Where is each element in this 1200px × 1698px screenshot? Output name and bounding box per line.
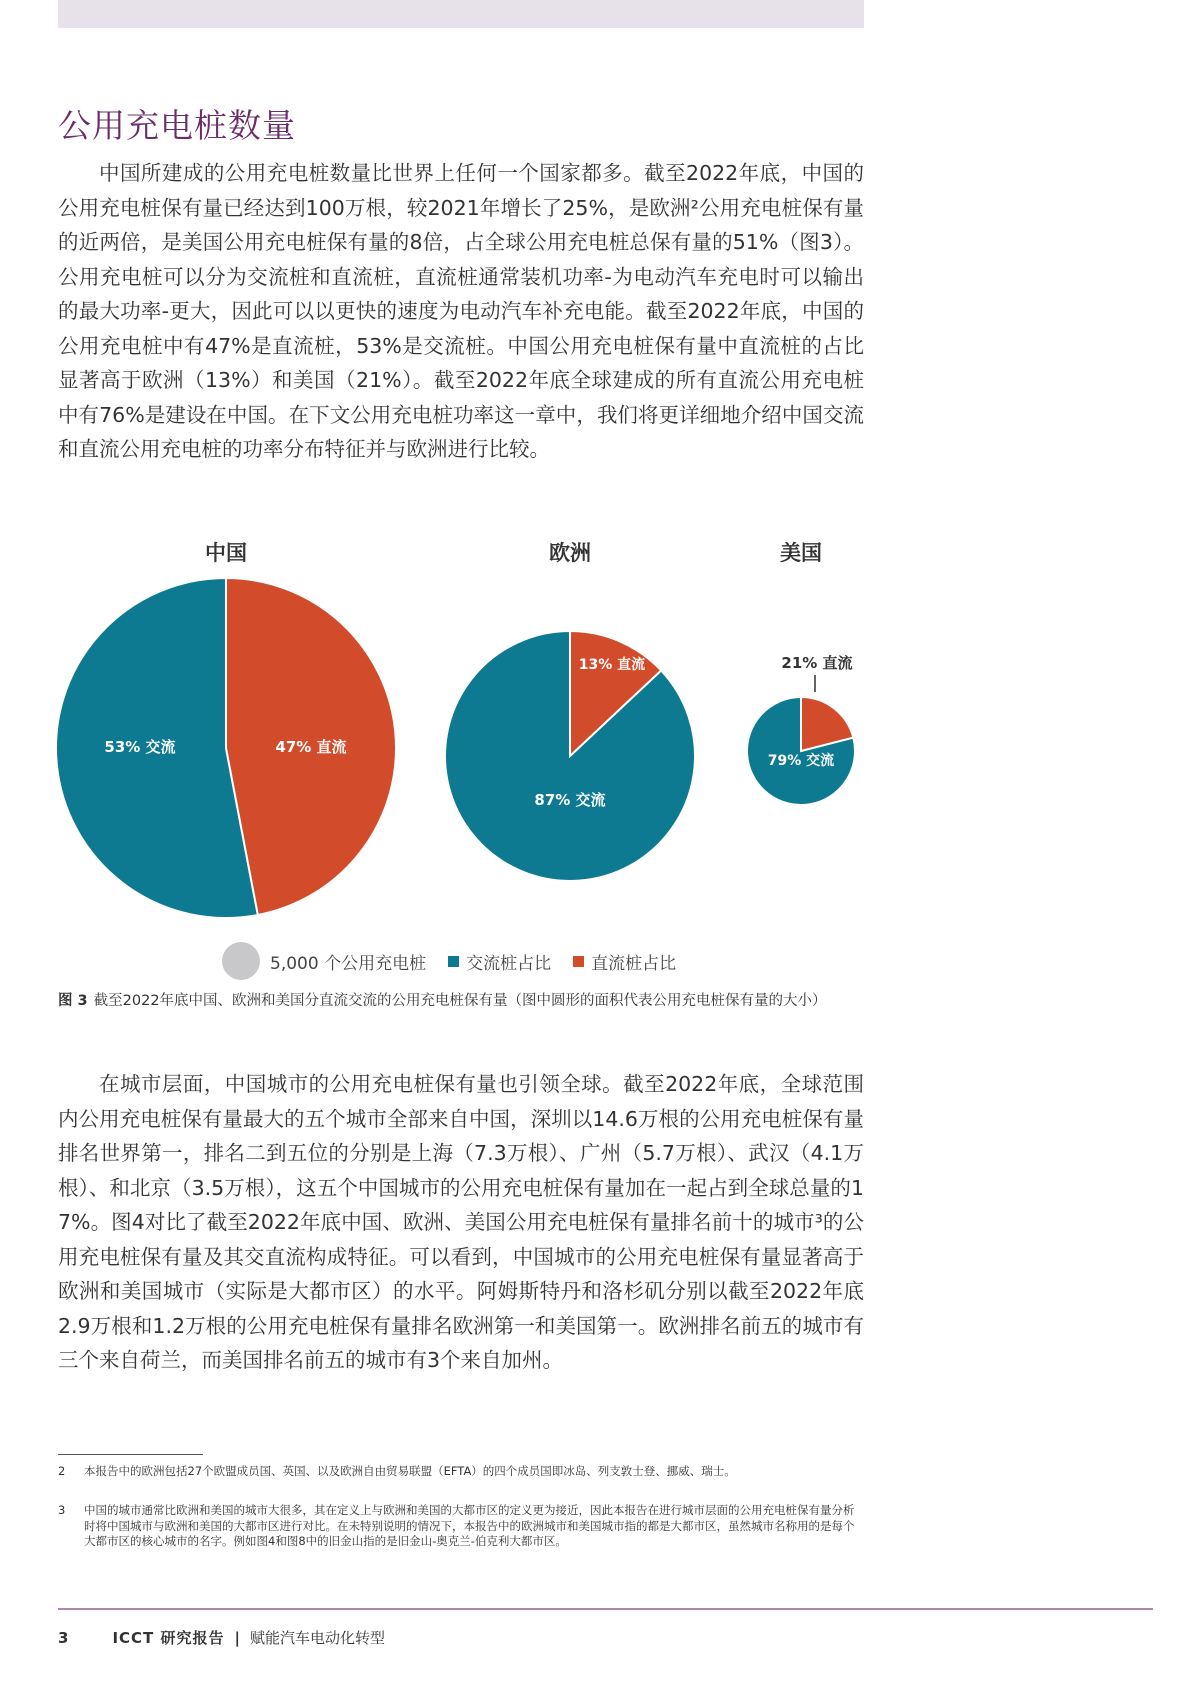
pie-usa-dc-label: 21% 直流 <box>781 654 853 672</box>
pie-title-europe: 欧洲 <box>549 541 591 565</box>
footnote-2 <box>58 1464 864 1480</box>
pie-europe <box>445 631 695 881</box>
page-number: 3 <box>58 1628 69 1647</box>
legend-ac-label: 交流桩占比 <box>466 953 552 974</box>
footnote-3-text: 中国的城市通常比欧洲和美国的城市大很多，其在定义上与欧洲和美国的大都市区的定义更为接近，因此本报告在进行城市层面的公用充电桩保有量分析时将中国城市与欧洲和美国的大都市区进行对比。在未特别说明的情况下，本报告中的欧洲城市和美国城市指的都是大都市区，虽然城市名称用的是每个大都市区的核心城市的名字。例如图4和图8中的旧金山指的是旧金山-奥克兰-伯克利大都市区。 <box>84 1503 855 1548</box>
footnote-3 <box>58 1503 864 1550</box>
pie-title-usa: 美国 <box>780 541 822 565</box>
footnote-divider <box>58 1454 203 1455</box>
figure-caption-label: 图 3 <box>58 993 88 1009</box>
footnote-2-number: 2 <box>58 1464 66 1478</box>
legend-dc-label: 直流桩占比 <box>591 953 677 974</box>
pie-usa-ac-label: 79% 交流 <box>767 753 835 769</box>
pie-europe-dc-label: 13% 直流 <box>578 657 646 673</box>
footer-divider <box>58 1608 1153 1610</box>
top-header-band <box>58 0 864 28</box>
footnote-3-number: 3 <box>58 1503 66 1517</box>
pie-usa <box>747 697 855 805</box>
page-footer <box>58 1627 385 1648</box>
body-paragraph-1: 中国所建成的公用充电桩数量比世界上任何一个国家都多。截至2022年底，中国的公用充电桩保有量已经达到100万根，较2021年增长了25%，是欧洲²公用充电桩保有量的近两倍，是美国公用充电桩保有量的8倍，占全球公用充电桩总保有量的51%（图3）。公用充电桩可以分为交流桩和直流桩，直流桩通常装机功率-为电动汽车充电时可以输出的最大功率-更大，因此可以以更快的速度为电动汽车补充电能。截至2022年底，中国的公用充电桩中有47%是直流桩，53%是交流桩。中国公用充电桩保有量中直流桩的占比显著高于欧洲（13%）和美国（21%）。截至2022年底全球建成的所有直流公用充电桩中有76%是建设在中国。在下文公用充电桩功率这一章中，我们将更详细地介绍中国交流和直流公用充电桩的功率分布特征并与欧洲进行比较。 <box>58 161 864 461</box>
figure-caption-text: 截至2022年底中国、欧洲和美国分直流交流的公用充电桩保有量（图中圆形的面积代表公用充电桩保有量的大小） <box>93 993 827 1009</box>
footnote-2-text: 本报告中的欧洲包括27个欧盟成员国、英国、以及欧洲自由贸易联盟（EFTA）的四个成员国即冰岛、列支敦士登、挪威、瑞士。 <box>84 1464 736 1478</box>
legend-scale-circle <box>222 942 260 980</box>
legend-dc-swatch <box>573 956 584 967</box>
footer-separator: | <box>234 1628 240 1647</box>
section-title: 公用充电桩数量 <box>58 106 296 145</box>
legend-scale-label: 5,000 个公用充电桩 <box>270 953 427 974</box>
pie-china-dc-label: 47% 直流 <box>275 738 347 756</box>
legend-ac-swatch <box>448 956 459 967</box>
figure-caption <box>58 990 864 1013</box>
footer-title: 赋能汽车电动化转型 <box>249 1629 385 1647</box>
chart-legend <box>222 941 676 981</box>
pie-chart-figure <box>0 530 900 940</box>
body-paragraph-2: 在城市层面，中国城市的公用充电桩保有量也引领全球。截至2022年底，全球范围内公用充电桩保有量最大的五个城市全部来自中国，深圳以14.6万根的公用充电桩保有量排名世界第一，排名二到五位的分别是上海（7.3万根）、广州（5.7万根）、武汉（4.1万根）、和北京（3.5万根），这五个中国城市的公用充电桩保有量加在一起占到全球总量的17%。图4对比了截至2022年底中国、欧洲、美国公用充电桩保有量排名前十的城市³的公用充电桩保有量及其交直流构成特征。可以看到，中国城市的公用充电桩保有量显著高于欧洲和美国城市（实际是大都市区）的水平。阿姆斯特丹和洛杉矶分别以截至2022年底2.9万根和1.2万根的公用充电桩保有量排名欧洲第一和美国第一。欧洲排名前五的城市有三个来自荷兰，而美国排名前五的城市有3个来自加州。 <box>58 1072 864 1372</box>
pie-title-china: 中国 <box>205 541 247 565</box>
pie-europe-ac-label: 87% 交流 <box>534 791 606 809</box>
footer-org: ICCT 研究报告 <box>112 1629 225 1647</box>
pie-china-ac-label: 53% 交流 <box>104 738 176 756</box>
